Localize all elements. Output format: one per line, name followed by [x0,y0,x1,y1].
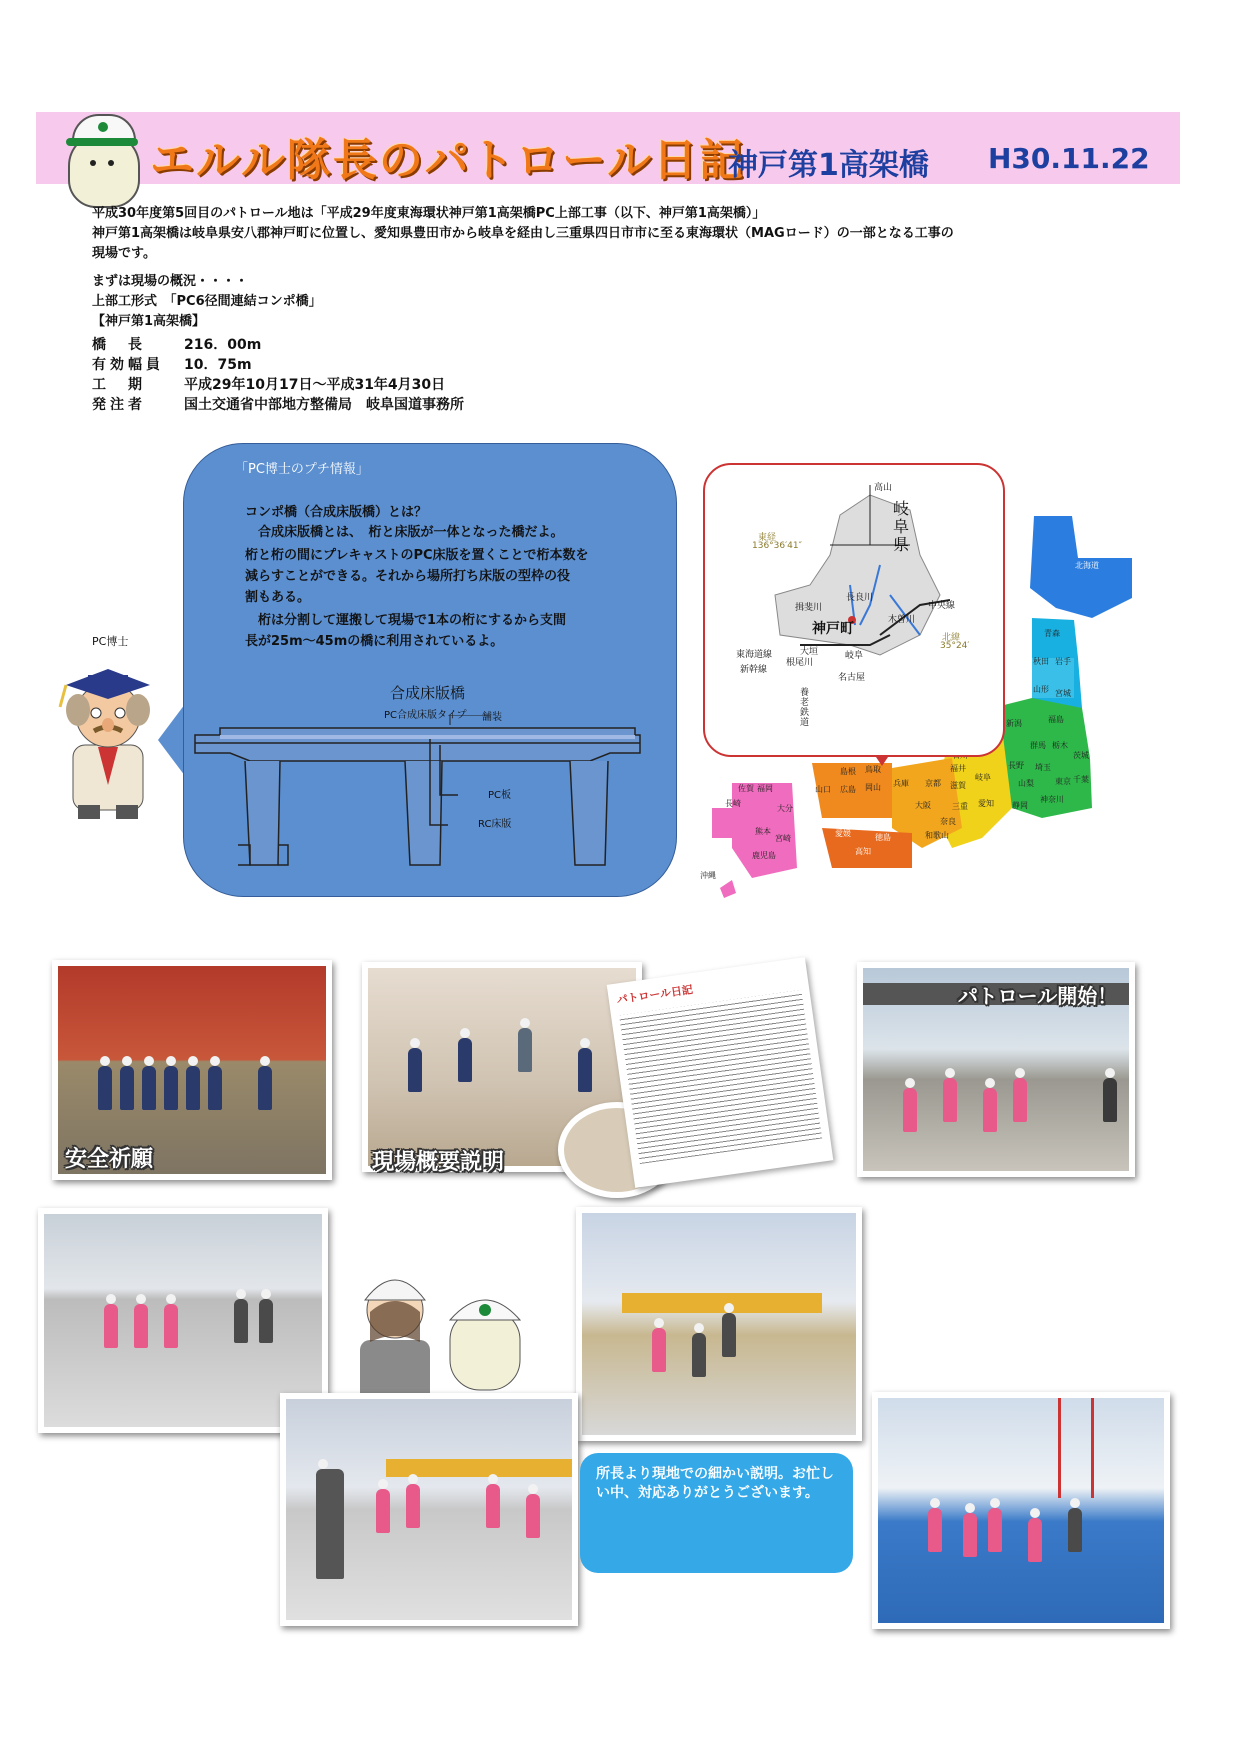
pref-label: 兵庫 [893,779,909,788]
spec-row: 有効幅員 10．75m [92,357,252,373]
intro-line: 平成30年度第5回目のパトロール地は「平成29年度東海環状神戸第1高架橋PC上部工事（以下、神戸第1高架橋）」 [92,206,766,221]
pref-label: 山梨 [1018,779,1034,788]
pref-label: 宮崎 [775,834,791,843]
diagram-title: 合成床版橋 [390,684,466,702]
pref-label: 滋賀 [950,781,966,790]
pref-label: 三重 [952,802,968,811]
intro-line: まずは現場の概況・・・・ [92,274,249,289]
map-line: 中央線 [928,601,956,611]
map-north-value: 35°24′ [940,641,970,651]
pref-label: 和歌山 [925,831,949,840]
intro-line: 神戸第1高架橋は岐阜県安八郡神戸町に位置し、愛知県豊田市から岐阜を経由し三重県四日市市に至る東海環状（MAGロード）の一部となる工事の [92,226,954,241]
bubble-line: 減らすことができる。それから場所打ち床版の型枠の役 [245,569,571,584]
map-east-label: 東経 [758,533,777,543]
intro-line: 上部工形式 「PC6径間連結コンポ橋」 [92,294,322,309]
pref-label: 鳥取 [865,765,881,774]
map-place: 名古屋 [838,673,866,683]
photo-bridge-deck-4 [872,1392,1170,1629]
pc-doctor-character [48,655,168,825]
pref-label: 大阪 [915,801,931,810]
photo-bridge-deck-2 [576,1207,862,1441]
pref-label: 千葉 [1073,775,1089,784]
map-town: 神戸町 [812,621,854,637]
pref-label: 新潟 [1006,719,1022,728]
map-place: 大垣 [800,647,819,657]
map-river: 根尾川 [786,658,814,668]
map-river: 長良川 [846,593,874,603]
patrol-date: H30.11.22 [988,142,1150,175]
caption-safety-prayer: 安全祈願 [65,1147,154,1172]
bubble-line: 合成床版橋とは、 桁と床版が一体となった橋だよ。 [245,525,564,540]
bridge-diagram [190,715,650,875]
pref-label: 香川 [875,821,891,830]
pref-label: 広島 [840,785,856,794]
map-pref-name: 岐阜県 [893,499,910,554]
label-pc-plate: PC板 [488,790,512,801]
pref-label: 愛知 [978,799,994,808]
photo-bridge-deck-3 [280,1393,578,1626]
label-rc-slab: RC床版 [478,819,512,830]
map-river: 木曽川 [888,615,916,625]
spec-row: 橋 長 216．00m [92,337,262,353]
pref-label: 沖縄 [700,871,716,880]
speech-text: 所長より現地での細かい説明。お忙しい中、対応ありがとうございます。 [596,1466,834,1501]
map-top-city: 高山 [874,483,893,493]
pref-label: 島根 [840,767,856,776]
bubble-line: 桁と桁の間にプレキャストのPC床版を置くことで桁本数を [245,548,589,563]
pref-label: 東京 [1055,777,1071,786]
label-pavement: 舗装 [482,712,502,723]
pref-label: 岩手 [1055,657,1071,666]
bubble-line: 長が25m～45mの橋に利用されているよ。 [245,634,504,649]
pref-label: 神奈川 [1040,795,1064,804]
map-place: 岐阜 [845,651,864,661]
elru-mascot [62,110,142,210]
spec-row: 工 期 平成29年10月17日～平成31年4月30日 [92,377,446,393]
map-north-label: 北緯 [942,633,961,643]
site-name: 神戸第1高架橋 [728,148,929,183]
page-title: エルル隊長のパトロール日記 [150,135,746,186]
pref-label: 宮城 [1055,689,1071,698]
spec-row: 発注者 国土交通省中部地方整備局 岐阜国道事務所 [92,397,464,413]
pref-label: 徳島 [875,833,891,842]
pref-label: 鹿児島 [752,851,776,860]
doctor-label: PC博士 [92,635,129,648]
characters-illustration [340,1250,560,1410]
pref-label: 長崎 [725,799,741,808]
diagram-subtitle: PC合成床版タイプ [384,710,467,721]
pref-label: 福岡 [757,784,773,793]
intro-line: 現場です。 [92,246,156,261]
pref-label: 茨城 [1073,751,1089,760]
caption-patrol-start: パトロール開始！ [958,984,1118,1008]
caption-site-briefing: 現場概要説明 [372,1150,505,1175]
bubble-line: 桁は分割して運搬して現場で1本の桁にするから支間 [245,613,567,628]
pref-label: 岐阜 [975,773,991,782]
pref-label: 青森 [1044,629,1060,638]
pref-label: 静岡 [1012,801,1028,810]
pref-label: 岡山 [865,783,881,792]
pref-label: 京都 [925,779,941,788]
map-river: 揖斐川 [795,603,823,613]
pref-label: 福井 [950,764,966,773]
map-east-value: 136°36′41″ [752,541,802,551]
pref-label: 山形 [1033,685,1049,694]
pref-label: 北海道 [1075,561,1099,570]
map-line: 新幹線 [740,665,768,675]
map-line: 養老鉄道 [800,688,810,728]
patrol-document: パトロール日記 [607,957,834,1188]
pref-label: 群馬 [1030,741,1046,750]
pref-label: 秋田 [1033,657,1049,666]
pref-label: 長野 [1008,761,1024,770]
pref-label: 愛媛 [835,829,851,838]
pref-label: 佐賀 [738,784,754,793]
intro-line: 【神戸第1高架橋】 [92,314,206,329]
pref-label: 高知 [855,847,871,856]
pref-label: 熊本 [755,827,771,836]
bubble-heading: 「PC博士のプチ情報」 [235,462,369,477]
pref-label: 山口 [815,785,831,794]
map-line: 東海道線 [736,650,773,660]
pref-label: 大分 [777,804,793,813]
pref-label: 福島 [1048,715,1064,724]
pref-label: 栃木 [1052,741,1068,750]
bubble-line: 割もある。 [245,590,311,605]
pref-label: 埼玉 [1035,763,1051,772]
pref-label: 奈良 [940,817,956,826]
bubble-line: コンポ橋（合成床版橋）とは？ [245,505,428,520]
